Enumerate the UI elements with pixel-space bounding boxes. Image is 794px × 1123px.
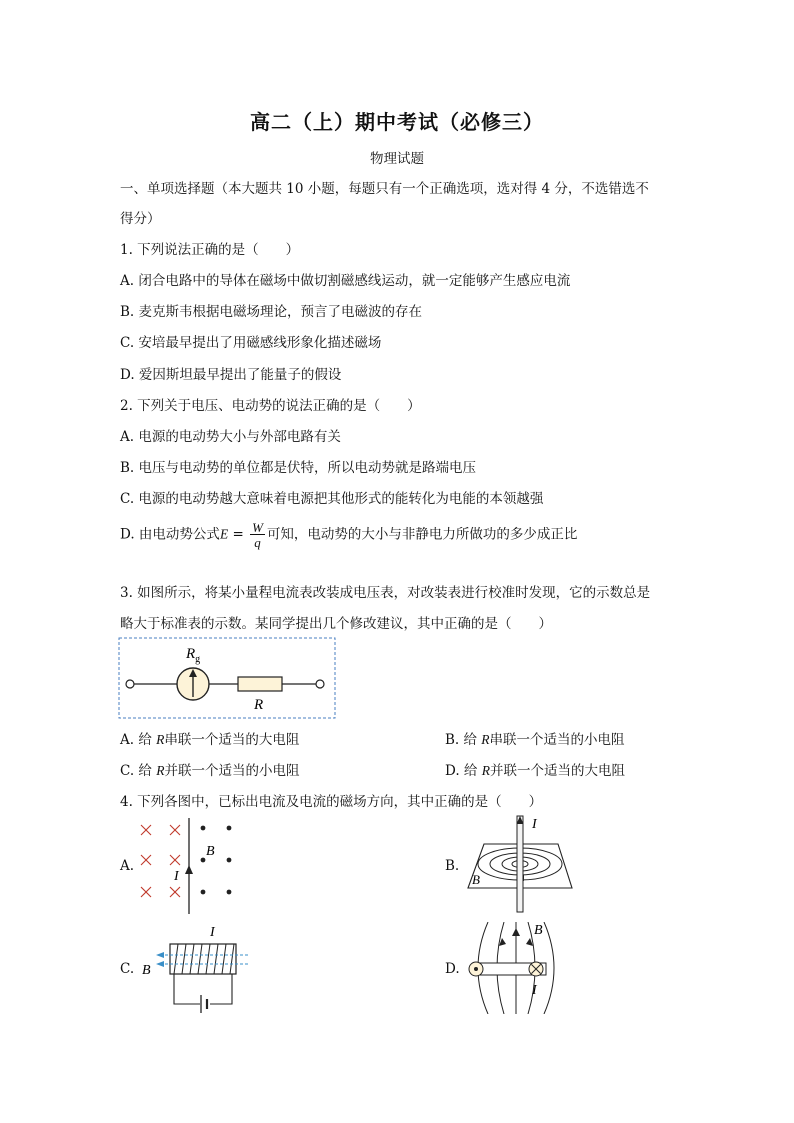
q2-option-c: C. 电源的电动势越大意味着电源把其他形式的能转化为电能的本领越强	[120, 491, 544, 507]
q2-option-a: A. 电源的电动势大小与外部电路有关	[120, 429, 341, 445]
q2-formula-fraction	[250, 521, 265, 549]
section-heading-line1: 一、单项选择题（本大题共 10 小题，每题只有一个正确选项，选对得 4 分，不选错选不	[120, 181, 649, 197]
svg-text:I: I	[174, 869, 179, 884]
q2-formula-denominator: q	[254, 535, 261, 550]
q4-stem: 4. 下列各图中，已标出电流及电流的磁场方向，其中正确的是（ ）	[120, 794, 543, 810]
q2-formula-equals: =	[228, 526, 249, 543]
q2-option-b: B. 电压与电动势的单位都是伏特，所以电动势就是路端电压	[120, 460, 477, 476]
q2-option-d	[120, 521, 577, 549]
q3-option-d: D. 给 R并联一个适当的大电阻	[445, 763, 625, 779]
svg-text:B: B	[534, 923, 543, 938]
svg-text:I: I	[210, 925, 215, 940]
q1-option-a: A. 闭合电路中的导体在磁场中做切割磁感线运动，就一定能够产生感应电流	[120, 273, 571, 289]
svg-text:B: B	[472, 872, 480, 887]
q4-option-a-label: A.	[120, 858, 135, 874]
q4c-solenoid	[170, 944, 236, 974]
page-title: 高二（上）期中考试（必修三）	[250, 110, 544, 134]
q2-formula-numerator: W	[252, 520, 263, 535]
q3-option-a: A. 给 R串联一个适当的大电阻	[120, 732, 300, 748]
q2-formula-e: E	[219, 526, 229, 542]
q1-option-d: D. 爱因斯坦最早提出了能量子的假设	[120, 367, 342, 383]
q4-option-b-label: B.	[445, 858, 460, 874]
q4-figure-b	[462, 814, 582, 914]
q2-option-d-prefix: D. 由电动势公式	[120, 526, 220, 543]
q2-option-d-suffix: 可知，电动势的大小与非静电力所做功的多少成正比	[266, 526, 578, 543]
q1-stem: 1. 下列说法正确的是（ ）	[120, 242, 300, 258]
q3-option-c: C. 给 R并联一个适当的小电阻	[120, 763, 300, 779]
svg-text:I: I	[532, 817, 537, 832]
q4-figure-a	[136, 818, 246, 914]
q3-resistor-icon	[238, 677, 282, 691]
q3-circuit-diagram	[118, 637, 338, 721]
q3-r-label: R	[254, 697, 264, 713]
section-heading-line2: 得分）	[120, 211, 161, 227]
svg-text:B: B	[142, 963, 151, 978]
q3-stem-line2: 略大于标准表的示数。某同学提出几个修改建议，其中正确的是（ ）	[120, 616, 552, 632]
q3-right-terminal	[316, 680, 324, 688]
q2-stem: 2. 下列关于电压、电动势的说法正确的是（ ）	[120, 398, 421, 414]
svg-text:I: I	[532, 983, 537, 998]
q3-stem-line1: 3. 如图所示，将某小量程电流表改装成电压表，对改装表进行校准时发现，它的示数总是	[120, 585, 651, 601]
svg-text:B: B	[206, 844, 215, 859]
page-subtitle: 物理试题	[370, 151, 424, 167]
q4-figure-d	[462, 922, 572, 1014]
q3-rg-label: $R_g$	[186, 646, 201, 665]
q4b-wire	[517, 816, 523, 912]
q3-option-b: B. 给 R串联一个适当的小电阻	[445, 732, 625, 748]
q3-left-terminal	[126, 680, 134, 688]
q4-option-c-label: C.	[120, 961, 135, 977]
q1-option-c: C. 安培最早提出了用磁感线形象化描述磁场	[120, 335, 382, 351]
q4-figure-c	[140, 922, 254, 1014]
q4-option-d-label: D.	[445, 961, 460, 977]
q1-option-b: B. 麦克斯韦根据电磁场理论，预言了电磁波的存在	[120, 304, 423, 320]
